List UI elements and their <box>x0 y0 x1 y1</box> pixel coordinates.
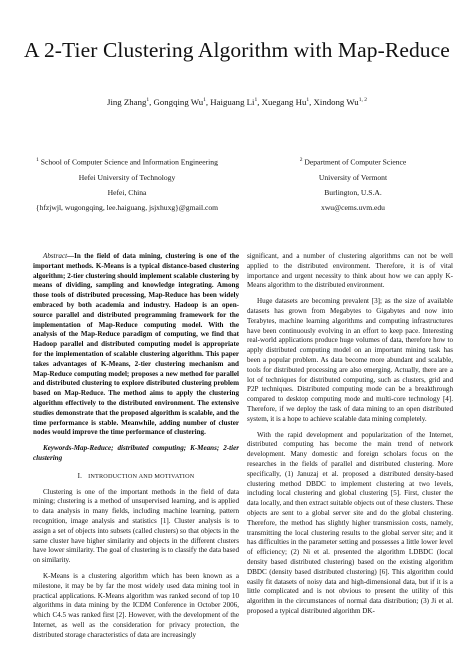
affiliation-institution: University of Vermont <box>318 172 388 182</box>
keywords: Keywords-Map-Reduce; distributed computing; K-Means; 2-tier clustering <box>33 444 239 462</box>
affiliation-institution: Hefei University of Technology <box>78 172 176 182</box>
right-column <box>247 252 453 623</box>
paragraph: Clustering is one of the important methods in the field of data mining; clustering is a method of unsupervised learning, and is applied to data analysis in many fields, including machine learning, pattern recognition, image analysis and statistics [1]. Cluster analysis is to assign a set of objects into subsets (called clusters) so that objects in the same cluster have higher similarity and objects in the different clusters have lower similarity. The goal of clustering is to classify the data based on similarity. <box>33 487 239 565</box>
abstract: Abstract—In the field of data mining, clustering is one of the important methods. K-Means is a typical distance-based clustering algorithm; 2-tier clustering should implement scalable clustering by means of dividing, sampling and knowledge integrating. Among those tools of distributed processing, Map-Reduce has been widely embraced by both academia and industry. Hadoop is an open-source parallel and distributed programming framework for the implementation of Map-Reduce computing model. With the analysis of the Map-Reduce paradigm of computing, we find that Hadoop parallel and distributed computing model is appropriate for the implementation of scalable clustering algorithm. This paper takes advantages of K-Means, 2-tier clustering mechanism and Map-Reduce computing model; proposes a new method for parallel and distributed clustering to explore distributed clustering problem based on Map-Reduce. The method aims to apply the clustering algorithm effectively to the distributed environment. The extensive studies demonstrate that the proposed algorithm is scalable, and the time performance is stable. Meanwhile, adding number of cluster nodes would improve the time performance of clustering. <box>33 252 239 437</box>
paragraph: Huge datasets are becoming prevalent [3]; as the size of available datasets has grown from Megabytes to Gigabytes and now into Terabytes, machine learning algorithms and computing infrastructures have been continuously evolving in an effort to keep pace. Interesting real-world applications produce huge volumes of data, therefore how to apply distributed computing model on an important mining task has been a popular problem. As data become more abundant and scalable, tools for distributed processing are also emerging. Actually, there are a lot of techniques for distributed computing, such as clusters, grid and P2P techniques. Distributed computing mode can be a breakthrough compared to desktop computing mode and multi-core technology [4]. Therefore, if we deploy the task of data mining to an open distributed system, it is a hope to achieve scalable data mining completely. <box>247 297 453 423</box>
author: Gongqing Wu$^1$ <box>153 97 206 107</box>
paragraph: significant, and a number of clustering algorithms can not be well applied to the distributed environment. Therefore, it is of vital importance and urgent necessity to think about how we can apply K-Means algorithm to the distributed environment. <box>247 252 453 290</box>
author: Haiguang Li$^1$ <box>210 97 258 107</box>
affiliation-email: {hfzjwjl, wugongqing, lee.haiguang, jsjxhuxg}@gmail.com <box>35 202 219 212</box>
author: Xindong Wu$^{1, 2}$ <box>313 97 367 107</box>
affiliation-dept: $^1$ School of Computer Science and Information Engineering <box>36 157 218 167</box>
affiliation-location: Burlington, U.S.A. <box>324 187 382 197</box>
author-list: Jing Zhang$^1$, Gongqing Wu$^1$, Haiguang Li$^1$, Xuegang Hu$^1$, Xindong Wu$^{1, 2}$ <box>107 97 367 107</box>
affiliation-left <box>22 153 232 215</box>
paragraph: K-Means is a clustering algorithm which has been known as a milestone, it may be by far the most widely used data mining tool in practical applications. K-Means algorithm was ranked second of top 10 algorithms in data mining by the ICDM Conference in October 2006, which C4.5 was ranked first [2]. However, with the development of the Internet, as well as the consideration for privacy protection, the distributed storage characteristics of data are increasingly <box>33 571 239 639</box>
affiliation-dept: $^2$ Department of Computer Science <box>299 157 407 167</box>
paper-title: A 2-Tier Clustering Algorithm with Map-Reduce <box>24 38 450 62</box>
affiliation-location: Hefei, China <box>107 187 147 197</box>
affiliation-right <box>248 153 458 215</box>
left-column <box>33 252 239 646</box>
paragraph: With the rapid development and popularization of the Internet, distributed computing has become the main trend of network development. Many domestic and foreign scholars focus on the researches in the fields of parallel and distributed clustering. More specifically, (1) Januzaj et al. proposed a distributed density-based clustering method DBDC to implement clustering at two levels, including local clustering and global clustering [5]. First, cluster the data locally, and then extract suitable objects out of these clusters. These objects are sent to a global server site and do the global clustering. Therefore, the method has slightly higher transmission costs, namely, transmitting the local clustering results to the global server site; and it has difficulties in the parameter setting and possesses a little lower level of efficiency; (2) Ni et al. presented the algorithm LDBDC (local density based distributed clustering) based on the existing algorithm DBDC (density based distributed clustering) [6]. This algorithm could easily fit datasets of noisy data and high-dimensional data, but if it is a little complicated and is not obvious to present the utility of this algorithm in the circumstances of normal data distribution; (3) Ji et al. proposed a typical distributed algorithm DK- <box>247 430 453 615</box>
section-heading: I. INTRODUCTION AND MOTIVATION <box>77 471 195 480</box>
author: Xuegang Hu$^1$ <box>261 97 310 107</box>
affiliation-email: xwu@cems.uvm.edu <box>321 202 385 212</box>
author: Jing Zhang$^1$ <box>107 97 150 107</box>
